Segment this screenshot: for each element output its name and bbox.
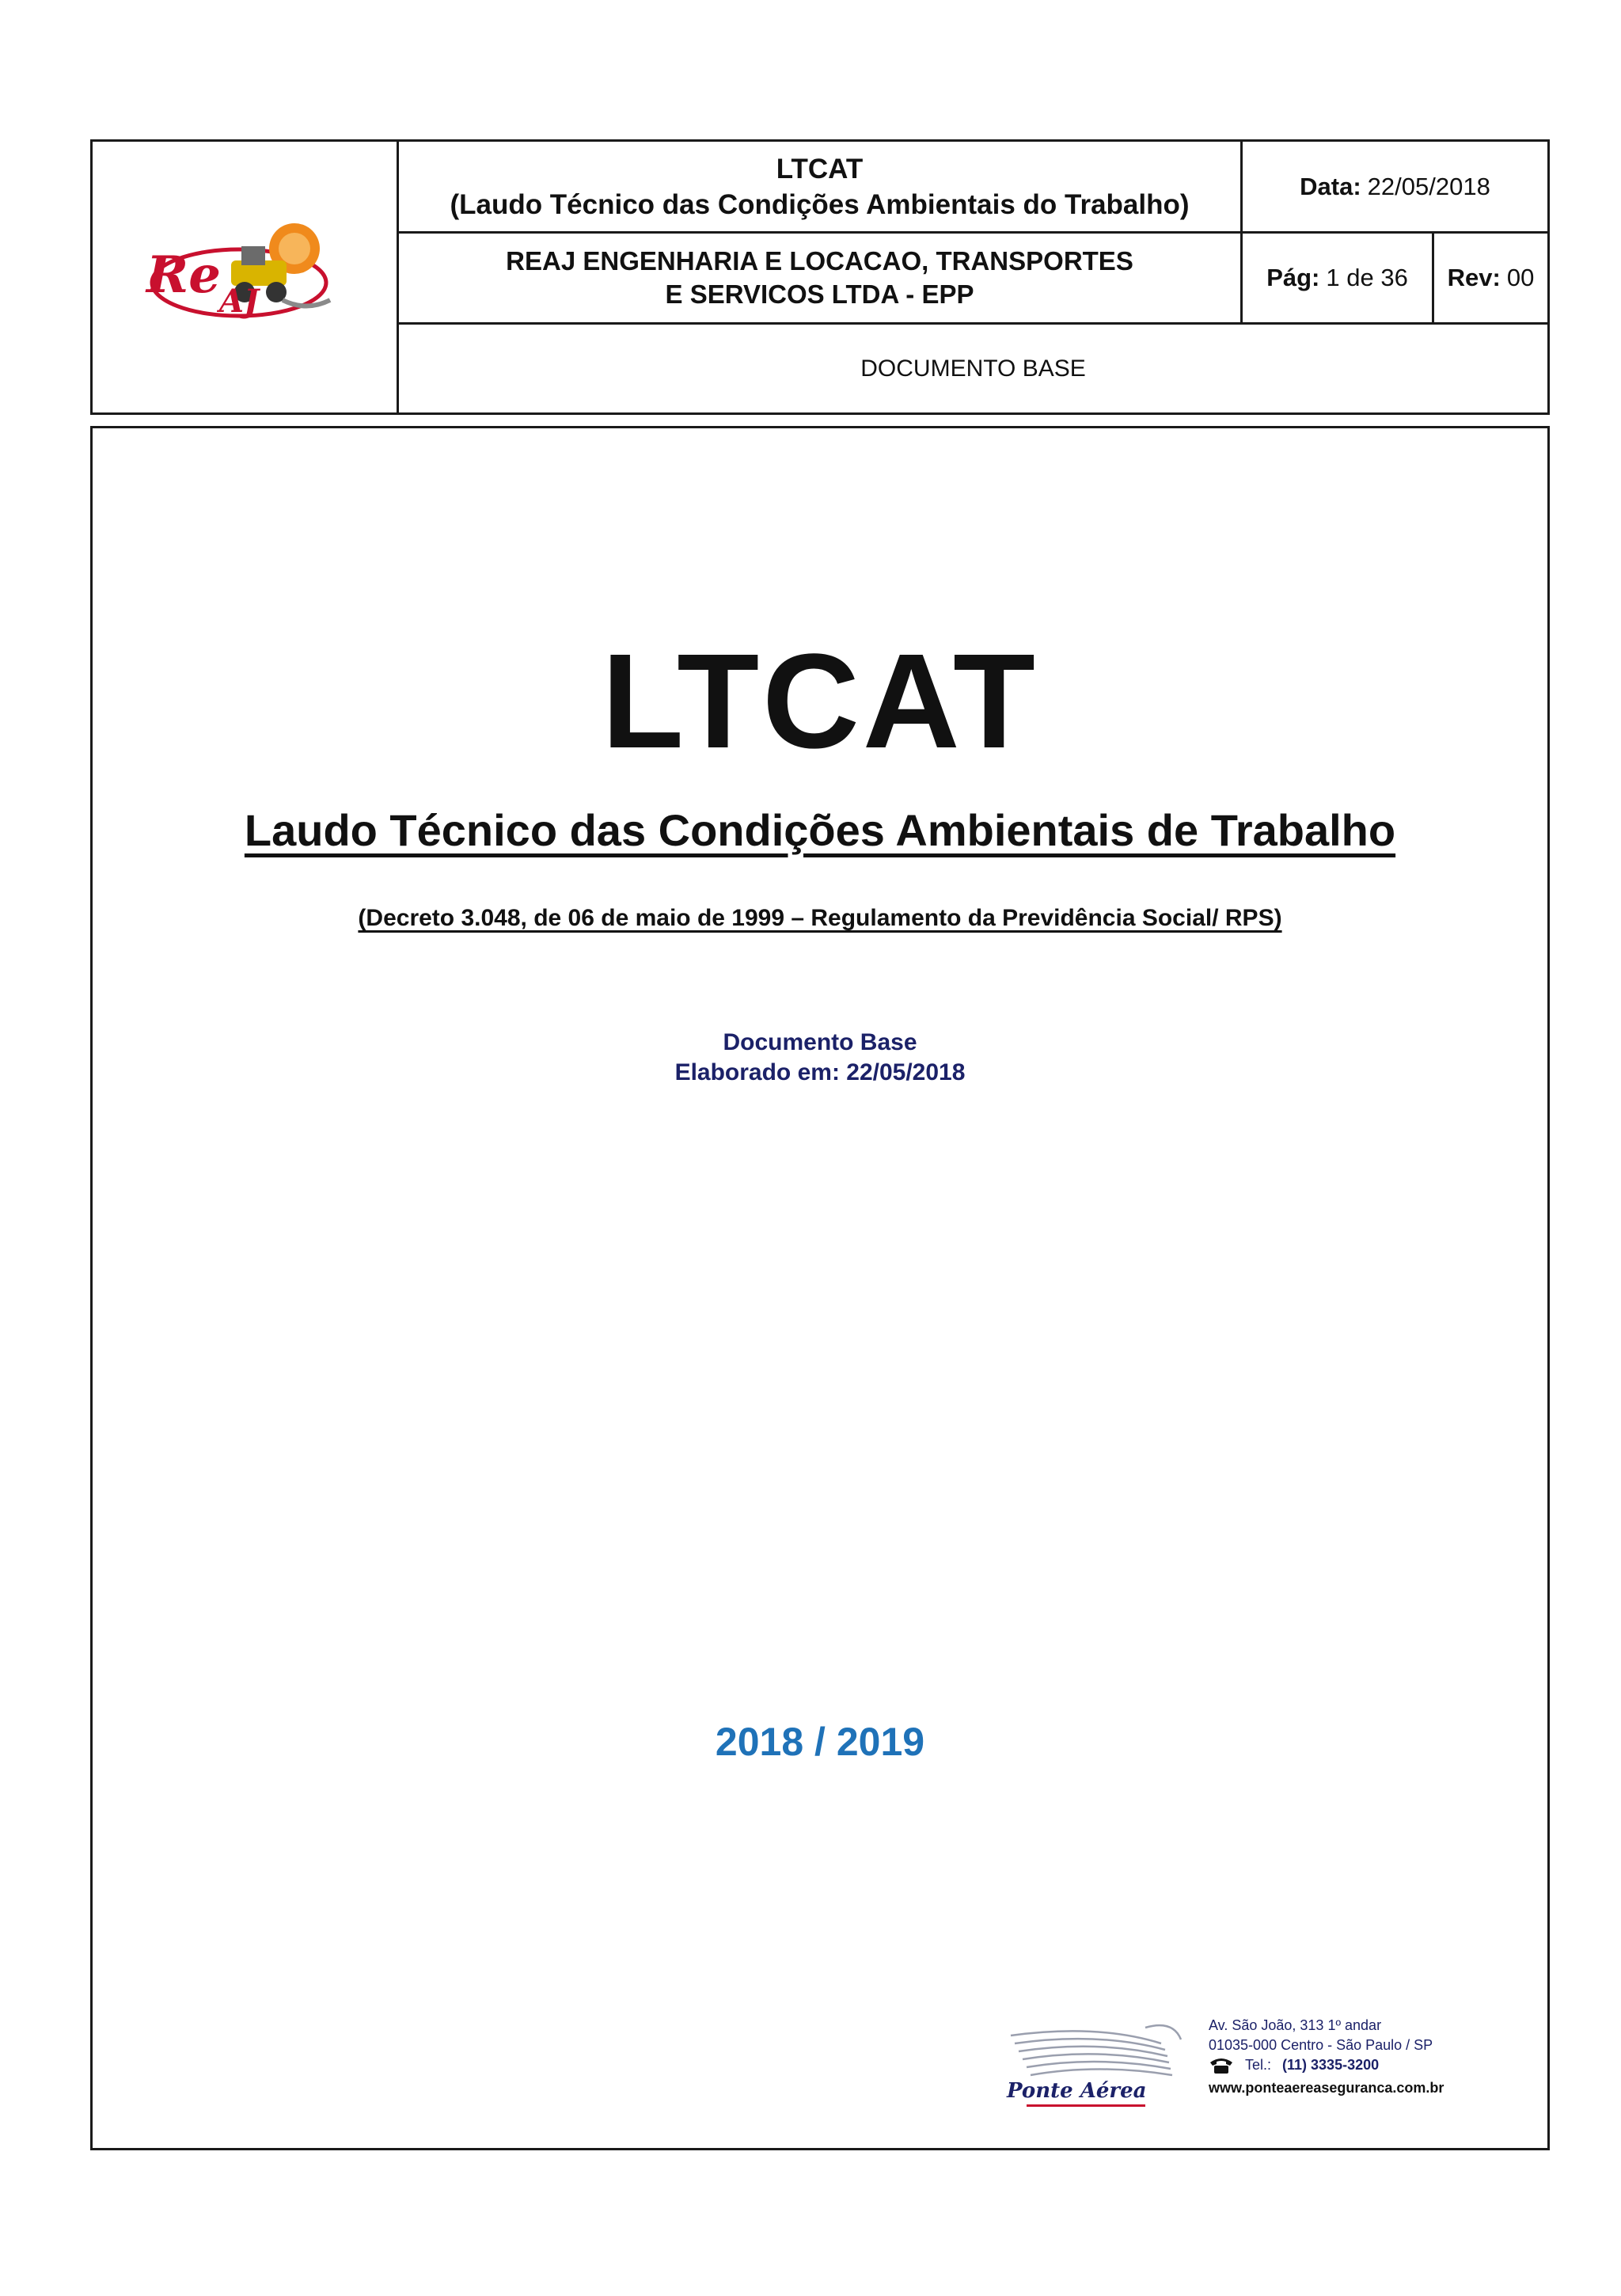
header-company [399,234,1240,322]
header-doc-type [399,325,1547,412]
phone-row [1209,2055,1541,2075]
header-title-line2: (Laudo Técnico das Condições Ambientais do Trabalho) [450,188,1190,220]
page-value: 1 de 36 [1326,264,1408,291]
cover-decree: (Decreto 3.048, de 06 de maio de 1999 – Regulamento da Previdência Social/ RPS) [358,905,1282,931]
address-line2: 01035-000 Centro - São Paulo / SP [1209,2037,1433,2053]
website: www.ponteaereaseguranca.com.br [1209,2080,1444,2096]
tel-label: Tel.: [1245,2057,1272,2073]
rev-label: Rev: [1447,264,1501,291]
cover-title: LTCAT [602,626,1038,777]
header-date [1243,142,1547,231]
header-title-line1: LTCAT [776,153,864,184]
company-line1: REAJ ENGENHARIA E LOCACAO, TRANSPORTES [506,246,1133,276]
rev-value: 00 [1506,264,1535,291]
tel-value: (11) 3335-3200 [1282,2057,1380,2073]
cover-doc-base [93,1028,1547,1088]
date-value: 22/05/2018 [1367,172,1490,200]
ponte-aerea-logo-icon [1003,2004,1209,2115]
company-logo [93,142,397,412]
doc-base-line2: Elaborado em: 22/05/2018 [674,1059,966,1085]
document-header [90,139,1550,415]
header-revision [1434,234,1547,322]
date-label: Data: [1300,172,1361,200]
page-label: Pág: [1266,264,1320,291]
cover-page [90,426,1550,2150]
phone-icon [1209,2056,1234,2075]
contact-info [1209,2016,1541,2098]
svg-text:Re: Re [146,245,221,305]
address-line1: Av. São João, 313 1º andar [1209,2017,1382,2033]
doc-base-line1: Documento Base [723,1029,917,1055]
cover-years: 2018 / 2019 [715,1720,925,1764]
header-title [399,142,1240,231]
cover-subtitle: Laudo Técnico das Condições Ambientais de Trabalho [244,805,1396,855]
doc-type-label: DOCUMENTO BASE [860,355,1086,382]
company-line2: E SERVICOS LTDA - EPP [665,279,974,309]
svg-text:Ponte Aérea: Ponte Aérea [1007,2079,1147,2103]
header-page [1243,234,1432,322]
reaj-logo-icon [93,142,397,412]
svg-text:AJ: AJ [219,283,259,320]
